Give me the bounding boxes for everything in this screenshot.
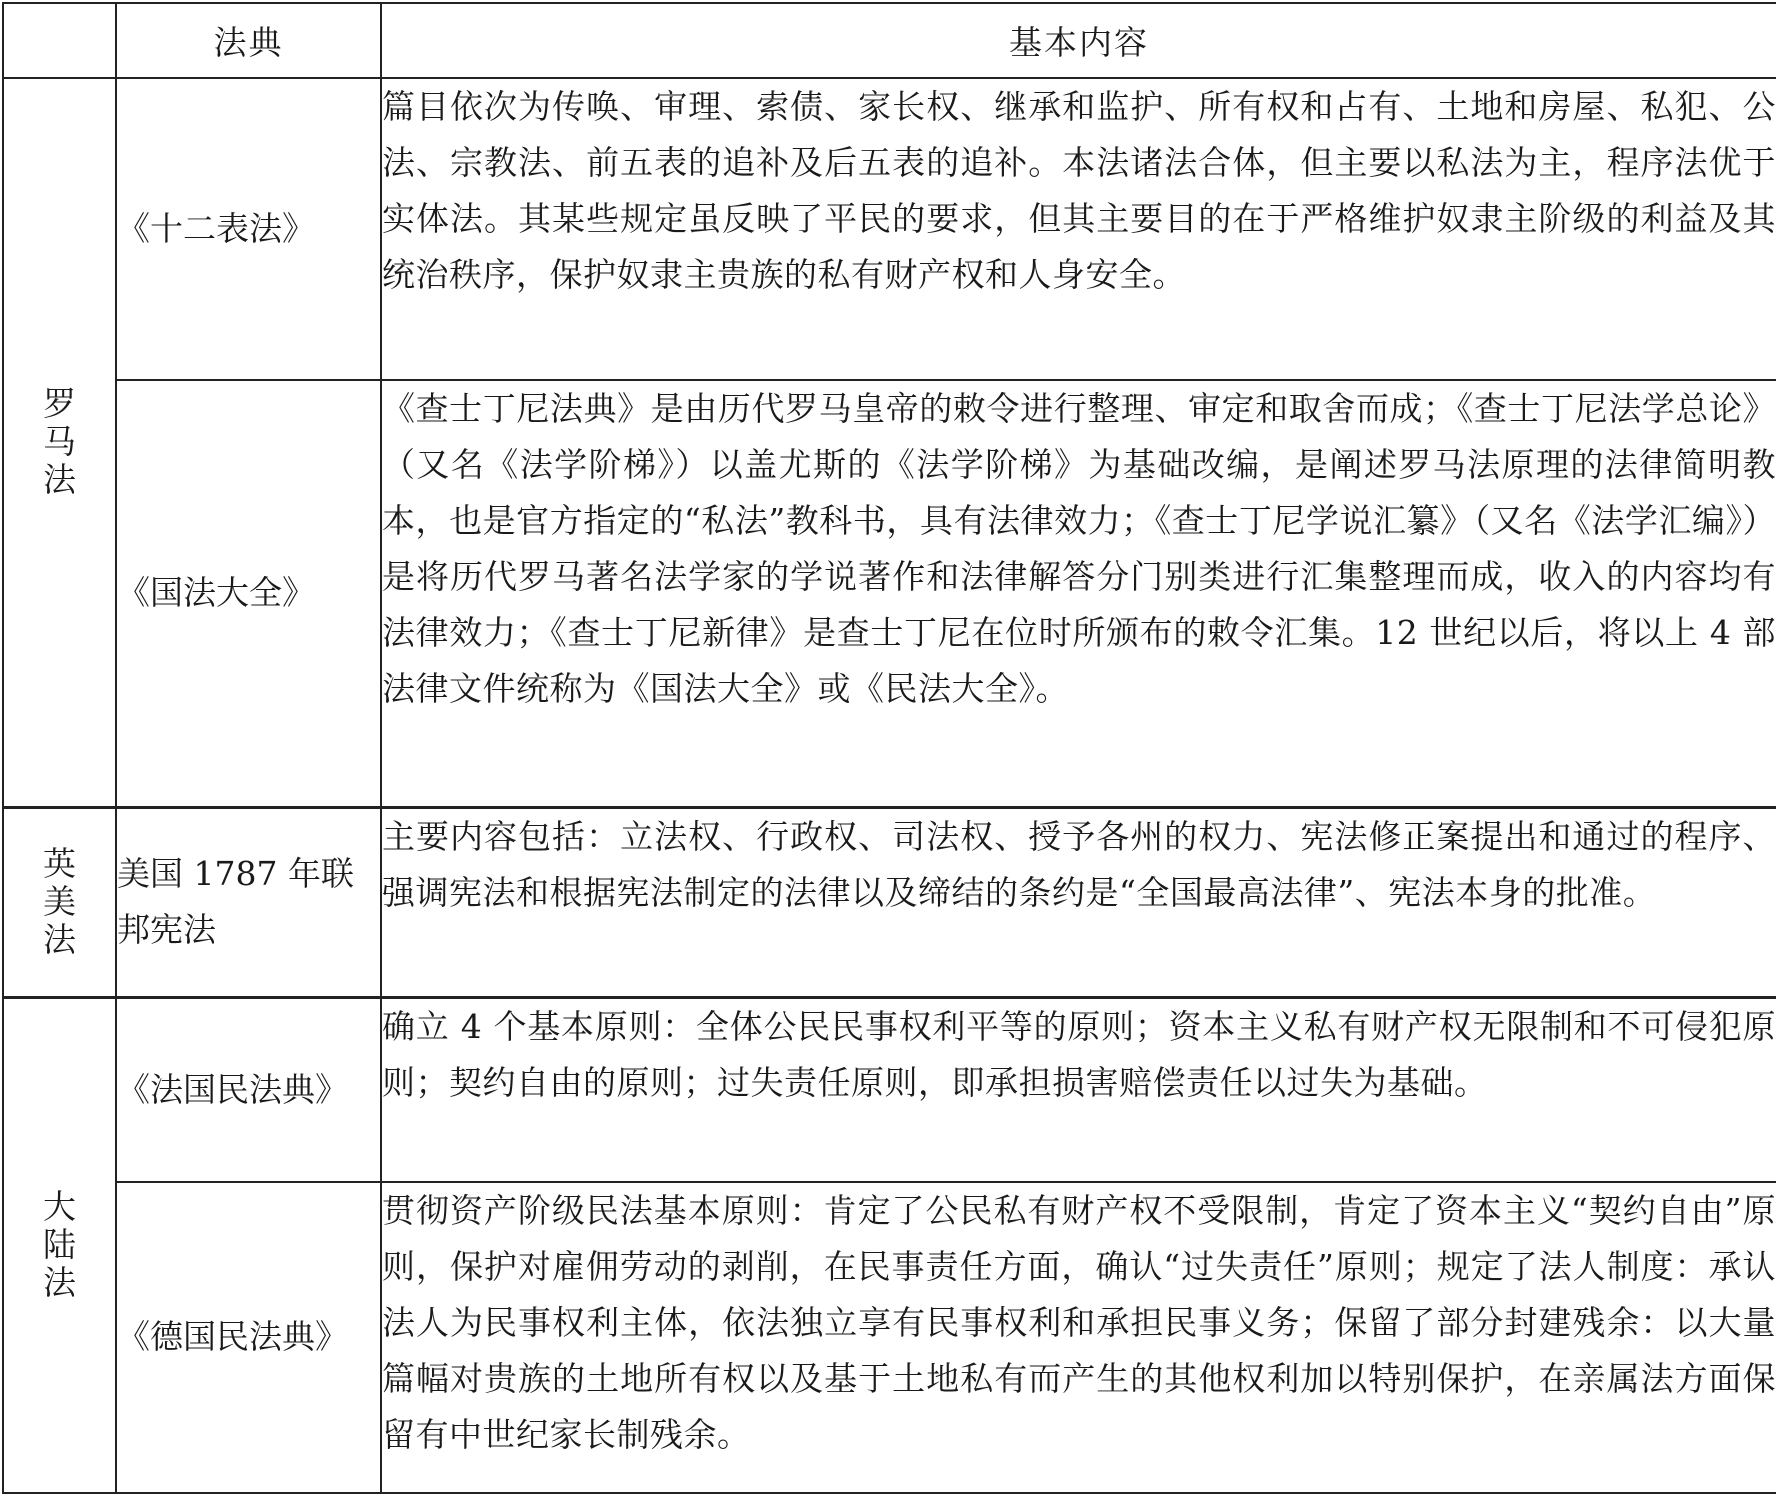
legal-system-label: 英美法 [43,844,76,960]
table-row [3,1182,1776,1493]
table-row [3,78,1776,380]
table-row [3,807,1776,997]
legal-system-cell [3,807,116,997]
code-cell: 《法国民法典》 [116,997,381,1181]
table-row [3,997,1776,1181]
header-code-cell: 法典 [116,3,381,78]
content-cell: 确立 4 个基本原则：全体公民民事权利平等的原则；资本主义私有财产权无限制和不可侵犯原则；契约自由的原则；过失责任原则，即承担损害赔偿责任以过失为基础。 [381,997,1776,1181]
header-row [3,3,1776,78]
content-cell: 《查士丁尼法典》是由历代罗马皇帝的敕令进行整理、审定和取舍而成；《查士丁尼法学总论》（又名《法学阶梯》）以盖尤斯的《法学阶梯》为基础改编，是阐述罗马法原理的法律简明教本，也是官方指定的“私法”教科书，具有法律效力；《查士丁尼学说汇纂》（又名《法学汇编》）是将历代罗马著名法学家的学说著作和法律解答分门别类进行汇集整理而成，收入的内容均有法律效力；《查士丁尼新律》是查士丁尼在位时所颁布的敕令汇集。12 世纪以后，将以上 4 部法律文件统称为《国法大全》或《民法大全》。 [381,380,1776,807]
header-system-cell [3,3,116,78]
content-cell: 贯彻资产阶级民法基本原则：肯定了公民私有财产权不受限制，肯定了资本主义“契约自由”原则，保护对雇佣劳动的剥削，在民事责任方面，确认“过失责任”原则；规定了法人制度：承认法人为民事权利主体，依法独立享有民事权利和承担民事义务；保留了部分封建残余：以大量篇幅对贵族的土地所有权以及基于土地私有而产生的其他权利加以特别保护，在亲属法方面保留有中世纪家长制残余。 [381,1182,1776,1493]
code-cell: 《十二表法》 [116,78,381,380]
legal-system-cell [3,78,116,807]
header-content-cell: 基本内容 [381,3,1776,78]
table-row [3,380,1776,807]
legal-system-label: 罗马法 [43,384,76,500]
code-cell: 美国 1787 年联邦宪法 [116,807,381,997]
code-cell: 《国法大全》 [116,380,381,807]
law-comparison-table [2,2,1776,1494]
legal-system-cell [3,997,116,1493]
code-cell: 《德国民法典》 [116,1182,381,1493]
content-cell: 篇目依次为传唤、审理、索债、家长权、继承和监护、所有权和占有、土地和房屋、私犯、公法、宗教法、前五表的追补及后五表的追补。本法诸法合体，但主要以私法为主，程序法优于实体法。其某些规定虽反映了平民的要求，但其主要目的在于严格维护奴隶主阶级的利益及其统治秩序，保护奴隶主贵族的私有财产权和人身安全。 [381,78,1776,380]
legal-system-label: 大陆法 [43,1187,76,1303]
content-cell: 主要内容包括：立法权、行政权、司法权、授予各州的权力、宪法修正案提出和通过的程序、强调宪法和根据宪法制定的法律以及缔结的条约是“全国最高法律”、宪法本身的批准。 [381,807,1776,997]
